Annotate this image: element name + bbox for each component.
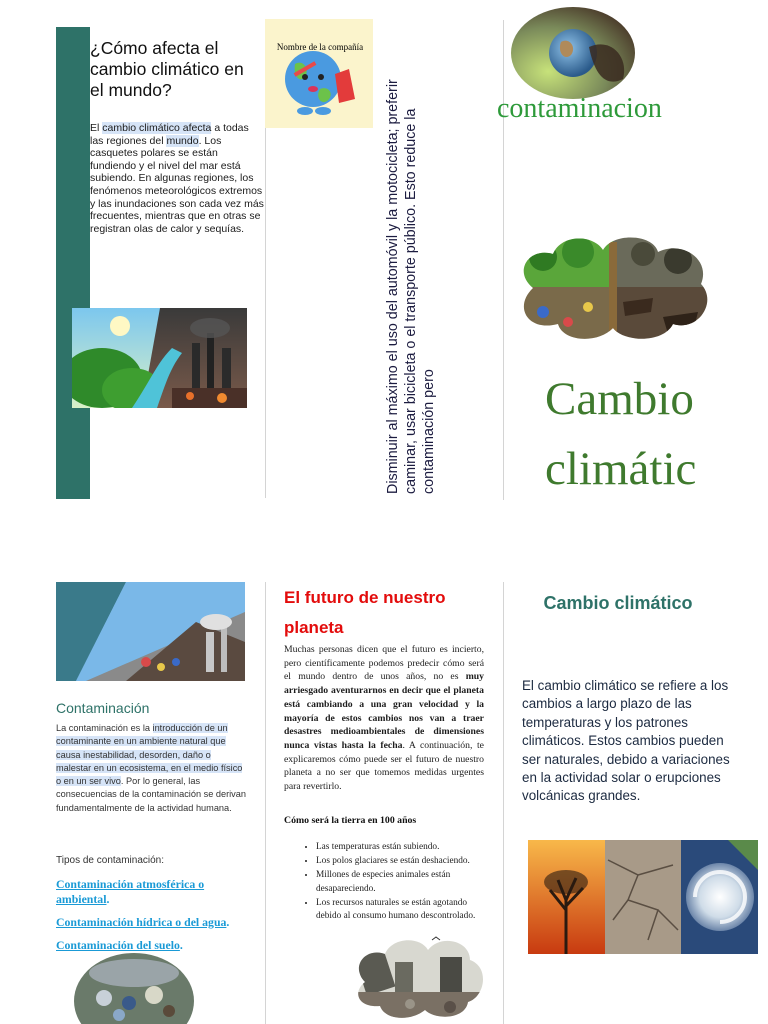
earth-mascot-icon <box>265 19 373 128</box>
highlighted-text: cambio climático afecta <box>102 122 212 134</box>
tipos-label: Tipos de contaminación: <box>56 855 165 866</box>
cover-title: Cambio climátic <box>545 373 697 495</box>
divider-p1-left <box>265 128 266 498</box>
polluted-earth-image <box>511 7 635 100</box>
text-run: a todas las regiones del <box>90 122 249 147</box>
futuro-body <box>284 643 484 794</box>
company-name: Nombre de la compañía <box>276 42 364 52</box>
futuro-list <box>300 841 485 924</box>
panel-body <box>90 122 264 235</box>
divider-p1-right <box>503 20 504 500</box>
vertical-tip-text: Disminuir al máximo el uso del automóvil y la motocicleta; preferir caminar, usar bicicleta o el transporte público. Esto reduce la contaminación pero <box>385 79 437 494</box>
link-text[interactable]: Contaminación hídrica o del agua <box>56 915 227 929</box>
highlighted-text: mundo <box>166 134 199 147</box>
contaminacion-title: contaminacion <box>497 93 662 124</box>
climate-effects-image-strip <box>528 840 758 954</box>
contaminacion-heading: Contaminación <box>56 700 150 716</box>
cambio-body: El cambio climático se refiere a los cambios a largo plazo de las temperaturas y los patrones climáticos. Estos cambios pueden ser naturales, debido a variaciones en la actividad solar o erupciones volcánicas grandes. <box>522 678 730 804</box>
forest-vs-industry-image <box>72 308 247 408</box>
link-contaminacion-atmosferica[interactable] <box>56 877 231 906</box>
cambio-heading: Cambio climático <box>543 593 693 613</box>
text-run: El <box>90 122 103 134</box>
divider-p2-right <box>503 582 504 1024</box>
highlighted-text: introducción de un contaminante en un ambiente natural que causa inestabilidad, desorden, daño o malestar en un ecosistema, en el medio físico o en un ser vivo <box>56 723 243 787</box>
green-vs-polluted-land-image <box>513 232 713 344</box>
futuro-title: El futuro de nuestro planeta <box>284 588 446 637</box>
list-item: • Millones de especies animales están desapareciendo. <box>316 869 485 895</box>
text-run: . A continuación, te explicaremos cómo puede ser el futuro de nuestro planeta a no ser que tomemos medidas urgentes para revertirlo. <box>284 739 484 793</box>
link-suffix: . <box>179 938 183 952</box>
list-item: • Las temperaturas están subiendo. <box>316 841 485 854</box>
bold-text: muy arriesgado aventurarnos en decir que el planeta está cambiando a una gran velocidad y la mayoría de estos cambios nos van a traer desastres medioambientales de dimensiones nunca vistas hasta la fecha <box>284 671 484 751</box>
contaminacion-body <box>56 722 246 815</box>
ruined-city-image <box>350 932 485 1020</box>
link-text[interactable]: Contaminación del suelo <box>56 938 180 952</box>
panel-title: ¿Cómo afecta el cambio climático en el mundo? <box>90 38 244 100</box>
futuro-subheading: Cómo será la tierra en 100 años <box>284 815 417 826</box>
link-contaminacion-suelo[interactable] <box>56 938 231 953</box>
text-run: . Los casquetes polares se están fundiendo y el nivel del mar está subiendo. En algunas regiones, los fenómenos meteorológicos extremos y las inundaciones son cada vez más frecuentes, mientras que en otras se registran olas de calor y sequías. <box>90 134 264 235</box>
text-run: . Por lo general, las consecuencias de la contaminación se derivan fundamentalmente de la actividad humana. <box>56 776 246 813</box>
teal-accent-bar <box>56 27 90 499</box>
trash-pile-image <box>74 953 194 1024</box>
pollution-collage-image <box>56 582 245 681</box>
link-contaminacion-hidrica[interactable] <box>56 915 231 930</box>
divider-p2-left <box>265 582 266 1024</box>
link-text[interactable]: Contaminación atmosférica o ambiental <box>56 877 205 906</box>
list-item: • Los recursos naturales se están agotando debido al consumo humano descontrolado. <box>316 897 485 923</box>
link-suffix: . <box>106 891 110 906</box>
text-run: Muchas personas dicen que el futuro es incierto, pero científicamente podemos predecir cómo será el mundo dentro de unos años, no es <box>284 644 484 683</box>
link-suffix: . <box>226 915 230 929</box>
list-item: • Los polos glaciares se están deshaciendo. <box>316 855 485 868</box>
company-logo-area <box>265 19 373 128</box>
text-run: La contaminación es la <box>56 723 153 733</box>
